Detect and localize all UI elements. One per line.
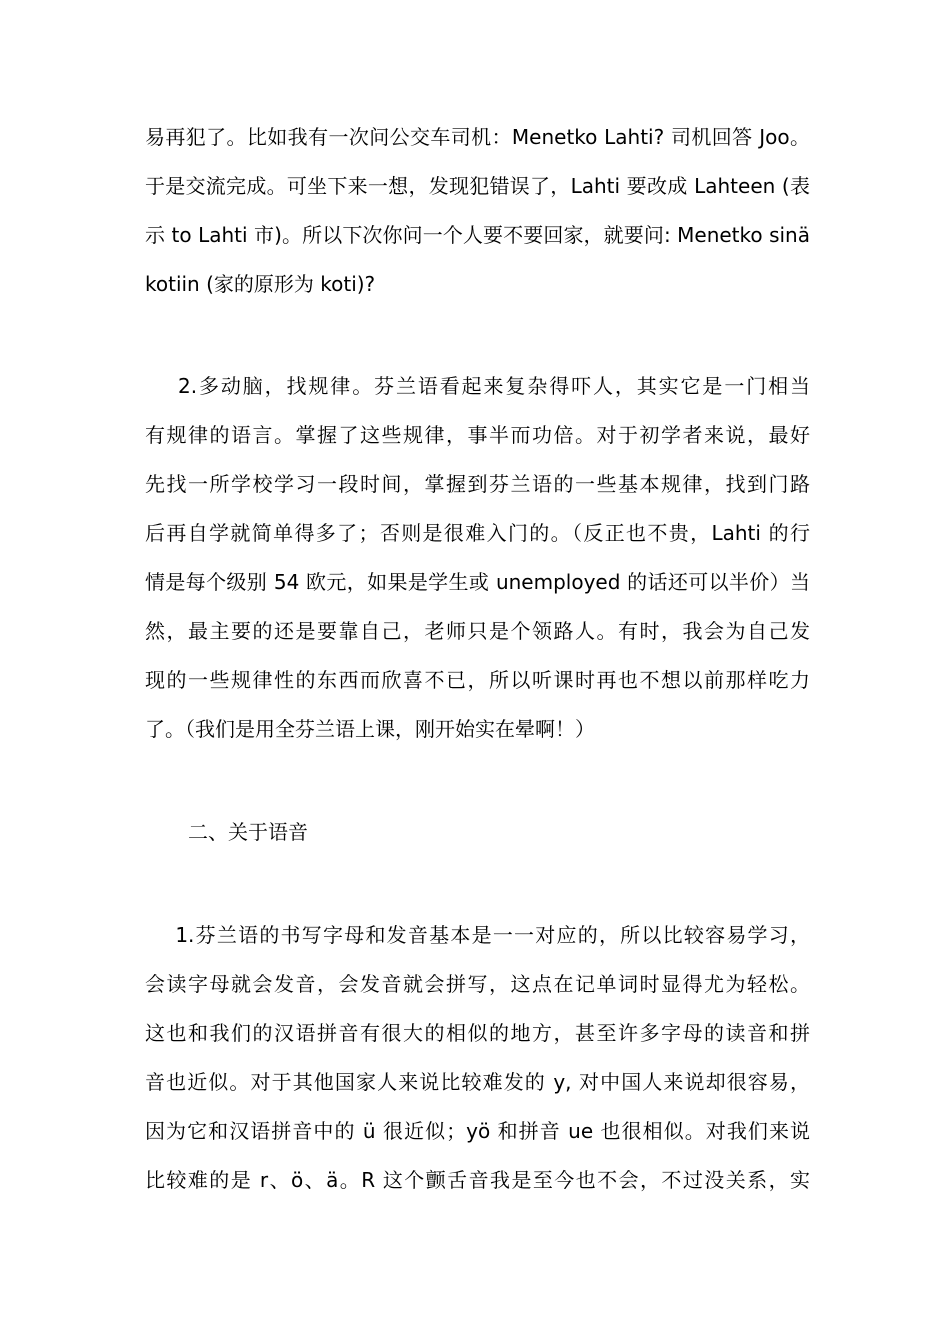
paragraph-line: 然，最主要的还是要靠自己，老师只是个领路人。有时，我会为自己发 bbox=[145, 619, 810, 643]
paragraph-line: 现的一些规律性的东西而欣喜不已，所以听课时再也不想以前那样吃力 bbox=[145, 668, 810, 692]
paragraph-line: 有规律的语言。掌握了这些规律，事半而功倍。对于初学者来说，最好 bbox=[145, 423, 810, 447]
paragraph-line: 音也近似。对于其他国家人来说比较难发的 y, 对中国人来说却很容易， bbox=[145, 1070, 810, 1094]
paragraph-line: 1.芬兰语的书写字母和发音基本是一一对应的，所以比较容易学习， bbox=[145, 923, 810, 947]
paragraph-1 bbox=[145, 113, 810, 309]
paragraph-line: 后再自学就简单得多了；否则是很难入门的。（反正也不贵，Lahti 的行 bbox=[145, 521, 810, 545]
paragraph-line: 2.多动脑，找规律。芬兰语看起来复杂得吓人，其实它是一门相当 bbox=[145, 374, 810, 398]
paragraph-line: 示 to Lahti 市)。所以下次你问一个人要不要回家，就要问: Menetko sinä bbox=[145, 223, 810, 247]
paragraph-line: 因为它和汉语拼音中的 ü 很近似；yö 和拼音 ue 也很相似。对我们来说 bbox=[145, 1119, 810, 1143]
paragraph-2 bbox=[145, 362, 810, 754]
section-heading: 二、关于语音 bbox=[188, 820, 308, 844]
paragraph-line: 先找一所学校学习一段时间，掌握到芬兰语的一些基本规律，找到门路 bbox=[145, 472, 810, 496]
paragraph-line: 这也和我们的汉语拼音有很大的相似的地方，甚至许多字母的读音和拼 bbox=[145, 1021, 810, 1045]
paragraph-line: 比较难的是 r、ö、ä。R 这个颤舌音我是至今也不会，不过没关系，实 bbox=[145, 1168, 810, 1192]
paragraph-3 bbox=[145, 911, 810, 1205]
paragraph-line: 了。（我们是用全芬兰语上课，刚开始实在晕啊！） bbox=[145, 717, 595, 741]
paragraph-line: 于是交流完成。可坐下来一想，发现犯错误了，Lahti 要改成 Lahteen (表 bbox=[145, 174, 810, 198]
paragraph-line: 会读字母就会发音，会发音就会拼写，这点在记单词时显得尤为轻松。 bbox=[145, 972, 810, 996]
paragraph-line: 情是每个级别 54 欧元，如果是学生或 unemployed 的话还可以半价）当 bbox=[145, 570, 810, 594]
paragraph-line: 易再犯了。比如我有一次问公交车司机：Menetko Lahti? 司机回答 Joo。 bbox=[145, 125, 810, 149]
paragraph-line: kotiin (家的原形为 koti)? bbox=[145, 272, 376, 296]
